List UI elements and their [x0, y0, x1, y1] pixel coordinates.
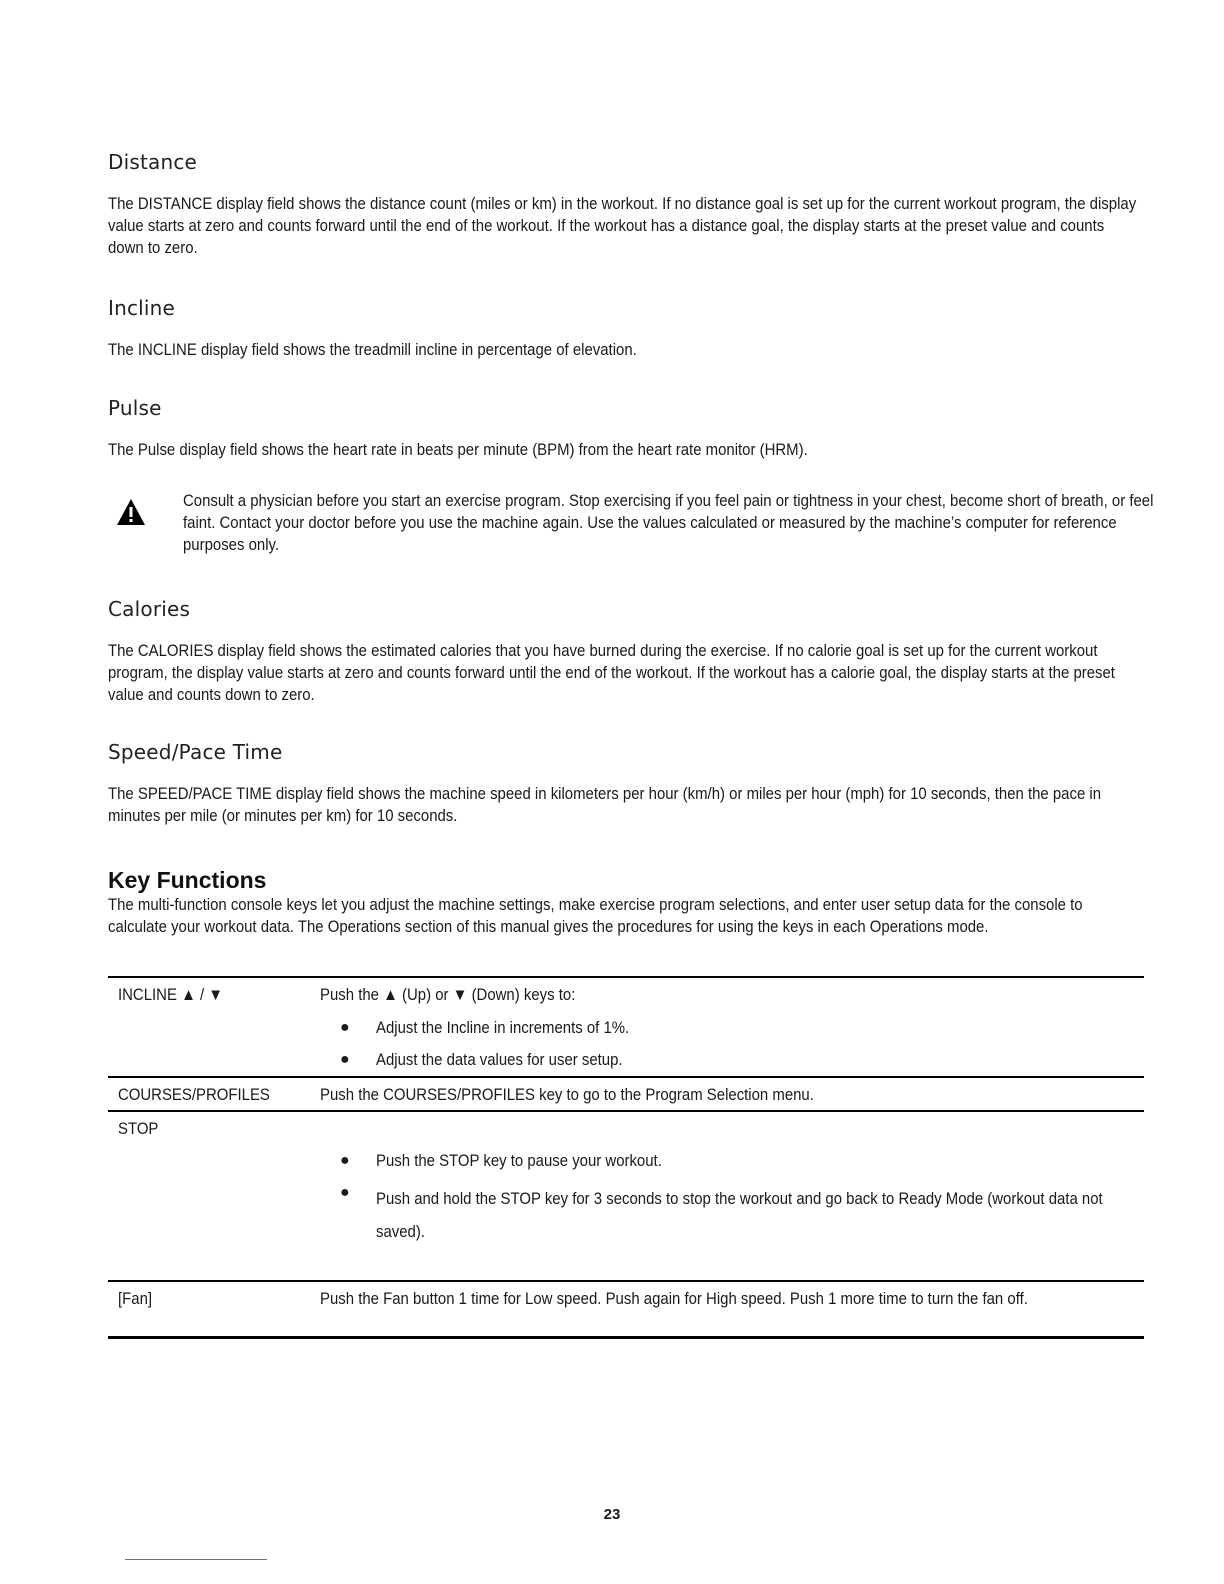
distance-body: The DISTANCE display field shows the distance count (miles or km) in the workout. If no distance goal is set up for the current workout program, the display value starts at zero and counts forward until the end of the workout. If the workout has a distance goal, the display starts at the preset value and counts down to zero. [108, 194, 1137, 257]
table-row [108, 1076, 1144, 1110]
key-functions-intro: The multi-function console keys let you adjust the machine settings, make exercise program selections, and enter user setup data for the console to calculate your workout data. The Operations section of this manual gives the procedures for using the keys in each Operations mode. [108, 895, 1083, 936]
incline-body: The INCLINE display field shows the treadmill incline in percentage of elevation. [108, 340, 637, 359]
distance-section [108, 150, 1224, 259]
bullet-icon: ● [340, 1019, 350, 1036]
key-name-courses-profiles: COURSES/PROFILES [118, 1085, 270, 1104]
warning-triangle-icon [116, 498, 146, 526]
bullet-icon: ● [340, 1051, 350, 1068]
bullet-icon: ● [340, 1184, 350, 1201]
pulse-heading: Pulse [108, 396, 162, 420]
calories-section [108, 597, 1224, 706]
speed-pace-body: The SPEED/PACE TIME display field shows the machine speed in kilometers per hour (km/h) or miles per hour (mph) for 10 seconds, then the pace in minutes per mile (or minutes per km) for 10 seconds. [108, 784, 1102, 825]
footer-divider [125, 1559, 267, 1560]
table-row: STOP ● Push the STOP key to pause your workout. ● Push and hold the STOP key for 3 seconds to stop the workout and go back to Ready Mode (workout data not saved). [108, 1110, 1144, 1280]
speed-pace-heading: Speed/Pace Time [108, 740, 283, 764]
bullet-icon: ● [340, 1152, 350, 1169]
key-functions-title: Key Functions [108, 867, 267, 893]
key-name-fan: [Fan] [118, 1289, 153, 1308]
pulse-body: The Pulse display field shows the heart rate in beats per minute (BPM) from the heart rate monitor (HRM). [108, 440, 808, 459]
key-functions-table [108, 976, 1144, 1339]
key-name-stop: STOP [118, 1119, 159, 1138]
warning-text: Consult a physician before you start an exercise program. Stop exercising if you feel pain or tightness in your chest, become short of breath, or feel faint. Contact your doctor before you use the machine again. Use the values calculated or measured by the machine’s computer for reference purposes only. [183, 491, 1154, 554]
calories-body: The CALORIES display field shows the estimated calories that you have burned during the exercise. If no calorie goal is set up for the current workout program, the display value starts at zero and counts forward until the end of the workout. If the workout has a calorie goal, the display starts at the preset value and counts down to zero. [108, 641, 1115, 704]
distance-heading: Distance [108, 150, 198, 174]
page-number: 23 [603, 1506, 621, 1523]
key-functions-section [108, 866, 1224, 938]
key-desc-fan: Push the Fan button 1 time for Low speed. Push again for High speed. Push 1 more time to turn the fan off. [320, 1289, 1028, 1308]
key-desc-incline: Push the ▲ (Up) or ▼ (Down) keys to: [320, 985, 576, 1004]
incline-section [108, 296, 1224, 361]
key-desc-courses-profiles: Push the COURSES/PROFILES key to go to the Program Selection menu. [320, 1085, 814, 1104]
speed-pace-section [108, 740, 1224, 827]
key-name-incline: INCLINE ▲ / ▼ [118, 985, 224, 1004]
calories-heading: Calories [108, 597, 191, 621]
incline-heading: Incline [108, 296, 176, 320]
table-row [108, 1280, 1144, 1339]
table-row: INCLINE ▲ / ▼ Push the ▲ (Up) or ▼ (Down) keys to: ● Adjust the Incline in increments of 1%. ● Adjust the data values for user setup. [108, 976, 1144, 1076]
pulse-section [108, 396, 1224, 461]
